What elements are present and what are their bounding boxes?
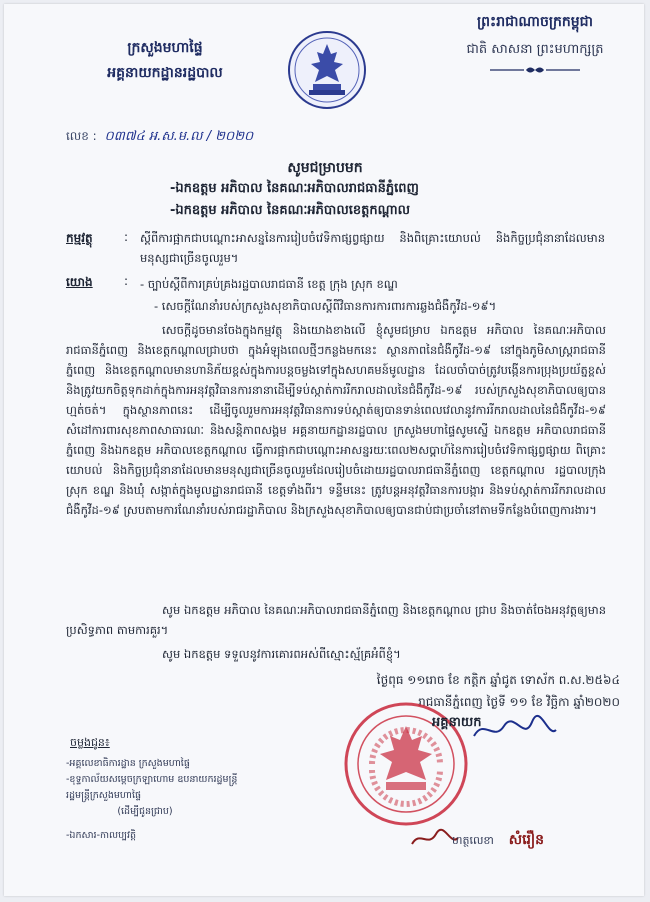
body-paragraph-request	[66, 600, 606, 640]
ministry-name: ក្រសួងមហាផ្ទៃ	[127, 40, 203, 56]
body-paragraph-main	[66, 320, 606, 520]
cc-title: ចម្លងជូន៖	[70, 736, 110, 749]
cc-item: -ឯកសារ-កាលប្បវត្តិ	[66, 830, 136, 841]
ministry-header	[70, 38, 260, 84]
body-paragraph-closing	[66, 644, 606, 664]
letter-title: សូមជម្រាបមក	[287, 160, 363, 176]
reference-item-law: - ច្បាប់ស្ដីពីការគ្រប់គ្រងរដ្ឋបាលរាជធានី ខេត្ត ក្រុង ស្រុក ខណ្ឌ	[140, 277, 398, 291]
signer-name	[452, 830, 544, 851]
lunar-date: ថ្ងៃពុធ ១១រោច ខែ កត្តិក ឆ្នាំជូត ទោស័ក ព.ស.២៥៦៤	[376, 673, 620, 687]
cc-list	[66, 756, 326, 844]
subject-colon: :	[124, 230, 129, 244]
signer-title: អគ្គនាយក	[432, 715, 482, 730]
reference-number	[66, 128, 253, 147]
body-paragraph-request-text: សូម ឯកឧត្តម អភិបាល នៃគណៈអភិបាលរាជធានីភ្នំពេញ និងខេត្តកណ្ដាល ជ្រាប និងចាត់ចែងអនុវត្តឲ្យមានប្រសិទ្ធភាព តាមការគួរ។	[66, 603, 606, 637]
addressee-phnom-penh: -ឯកឧត្តម អភិបាល នៃគណៈអភិបាលរាជធានីភ្នំពេញ	[170, 181, 419, 196]
cc-item: រដ្ឋមន្ត្រីក្រសួងមហាផ្ទៃ	[66, 790, 142, 801]
reference-item-guideline: - សេចក្ដីណែនាំរបស់ក្រសួងសុខាភិបាលស្ដីពីវិធានការការពារការឆ្លងជំងឺកូវីដ-១៩។	[154, 299, 497, 313]
body-paragraph-main-text: សេចក្ដីដូចមានចែងក្នុងកម្មវត្ថុ និងយោងខាងលើ ខ្ញុំសូមជម្រាប ឯកឧត្តម អភិបាល នៃគណៈអភិបាលរាជធានីភ្នំពេញ និងខេត្តកណ្ដាលជ្រាបថា ក្នុងអំឡុងពេលថ្មីៗកន្លងមកនេះ ស្ថានភាពនៃជំងឺកូវីដ-១៩ នៅក្នុងភូមិសាស្ត្ររាជធានីភ្នំពេញ និងខេត្តកណ្ដាលមានហានិភ័យខ្ពស់ក្នុងការបន្តចម្លងទៅក្នុងសហគមន៍មូលដ្ឋាន ដែលចាំបាច់ត្រូវបង្កើនការប្រុងប្រយ័ត្នខ្ពស់ និងត្រូវយកចិត្តទុកដាក់ក្នុងការអនុវត្តវិធានការនានាដើម្បីទប់ស្កាត់ការរីករាលដាលនៃជំងឺកូវីដ-១៩ របស់ក្រសួងសុខាភិបាលឲ្យបានហ្មត់ចត់។ ក្នុងស្ថានភាពនេះ ដើម្បីចូលរួមការអនុវត្តវិធានការទប់ស្កាត់ឲ្យបានទាន់ពេលវេលានូវការរីករាលដាលនៃជំងឺកូវីដ-១៩ សំដៅការពារសុខភាពសាធារណៈ និងសន្តិភាពសង្គម អគ្គនាយកដ្ឋានរដ្ឋបាល ក្រសួងមហាផ្ទៃសូមស្នើ ឯកឧត្តម អភិបាលរាជធានីភ្នំពេញ និងឯកឧត្តម អភិបាលខេត្តកណ្ដាល ធ្វើការផ្អាកជាបណ្ដោះអាសន្នរយៈពេល២សប្ដាហ៍នៃការរៀបចំវេទិកាផ្សព្វផ្សាយ ពិគ្រោះយោបល់ និងកិច្ចប្រជុំនានាដែលមានមនុស្សជាច្រើនចូលរួមដែលរៀបចំដោយរដ្ឋបាលរាជធានីភ្នំពេញ ខេត្តកណ្ដាល រដ្ឋបាលក្រុង ស្រុក ខណ្ឌ និងឃុំ សង្កាត់ក្នុងមូលដ្ឋានរាជធានី ខេត្តទាំងពីរ។ ទន្ទឹមនេះ ត្រូវបន្តអនុវត្តវិធានការបង្ការ និងទប់ស្កាត់ការរីករាលដាលជំងឺកូវីដ-១៩ ស្របតាមការណែនាំរបស់រាជរដ្ឋាភិបាល និងក្រសួងសុខាភិបាលឲ្យបានជាប់ជាប្រចាំនៅតាមទីកន្លែងបំពេញការងារ។	[66, 323, 606, 517]
national-motto: ជាតិ សាសនា ព្រះមហាក្សត្រ	[466, 42, 604, 57]
addressee-kandal: -ឯកឧត្តម អភិបាល នៃគណៈអភិបាលខេត្តកណ្ដាល	[170, 203, 410, 218]
cc-item: -ខុទ្ទកាល័យសម្ដេចក្រឡាហោម ឧបនាយករដ្ឋមន្ត្រី	[66, 774, 238, 785]
solar-date: រាជធានីភ្នំពេញ ថ្ងៃទី ១១ ខែ វិច្ឆិកា ឆ្នាំ២០២០	[418, 695, 620, 709]
cc-item: (ដើម្បីជូនជ្រាប)	[66, 806, 173, 817]
signer-name-text: សំរឿន	[508, 832, 545, 848]
reference-value: ០៣៧៤ អ.ស.ម.ល / ២០២០	[104, 129, 254, 144]
kingdom-name: ព្រះរាជាណាចក្រកម្ពុជា	[476, 14, 593, 30]
signature-mark	[470, 712, 560, 748]
reference-label: លេខ :	[66, 129, 97, 143]
royal-emblem-icon	[287, 30, 367, 110]
references-colon: :	[124, 274, 129, 288]
cc-item: -អគ្គលេខាធិការដ្ឋាន ក្រសួងមហាផ្ទៃ	[66, 758, 190, 769]
ornament-divider	[490, 65, 580, 75]
body-paragraph-closing-text: សូម ឯកឧត្តម ទទួលនូវការគោរពអស់ពីស្មោះស្ម័គ្រអំពីខ្ញុំ។	[162, 647, 401, 661]
subject-text: ស្ដីពីការផ្អាកជាបណ្ដោះអាសន្ននៃការរៀបចំវេទិកាផ្សព្វផ្សាយ និងពិគ្រោះយោបល់ និងកិច្ចប្រជុំនានាដែលមានមនុស្សជាច្រើនចូលរួម។	[140, 231, 605, 265]
kingdom-header	[430, 12, 640, 79]
references-label: យោង	[66, 275, 93, 289]
sign-prefix: ហត្ថលេខា	[452, 834, 494, 847]
subject-label: កម្មវត្ថុ	[66, 231, 93, 245]
department-name: អគ្គនាយកដ្ឋានរដ្ឋបាល	[107, 65, 223, 81]
